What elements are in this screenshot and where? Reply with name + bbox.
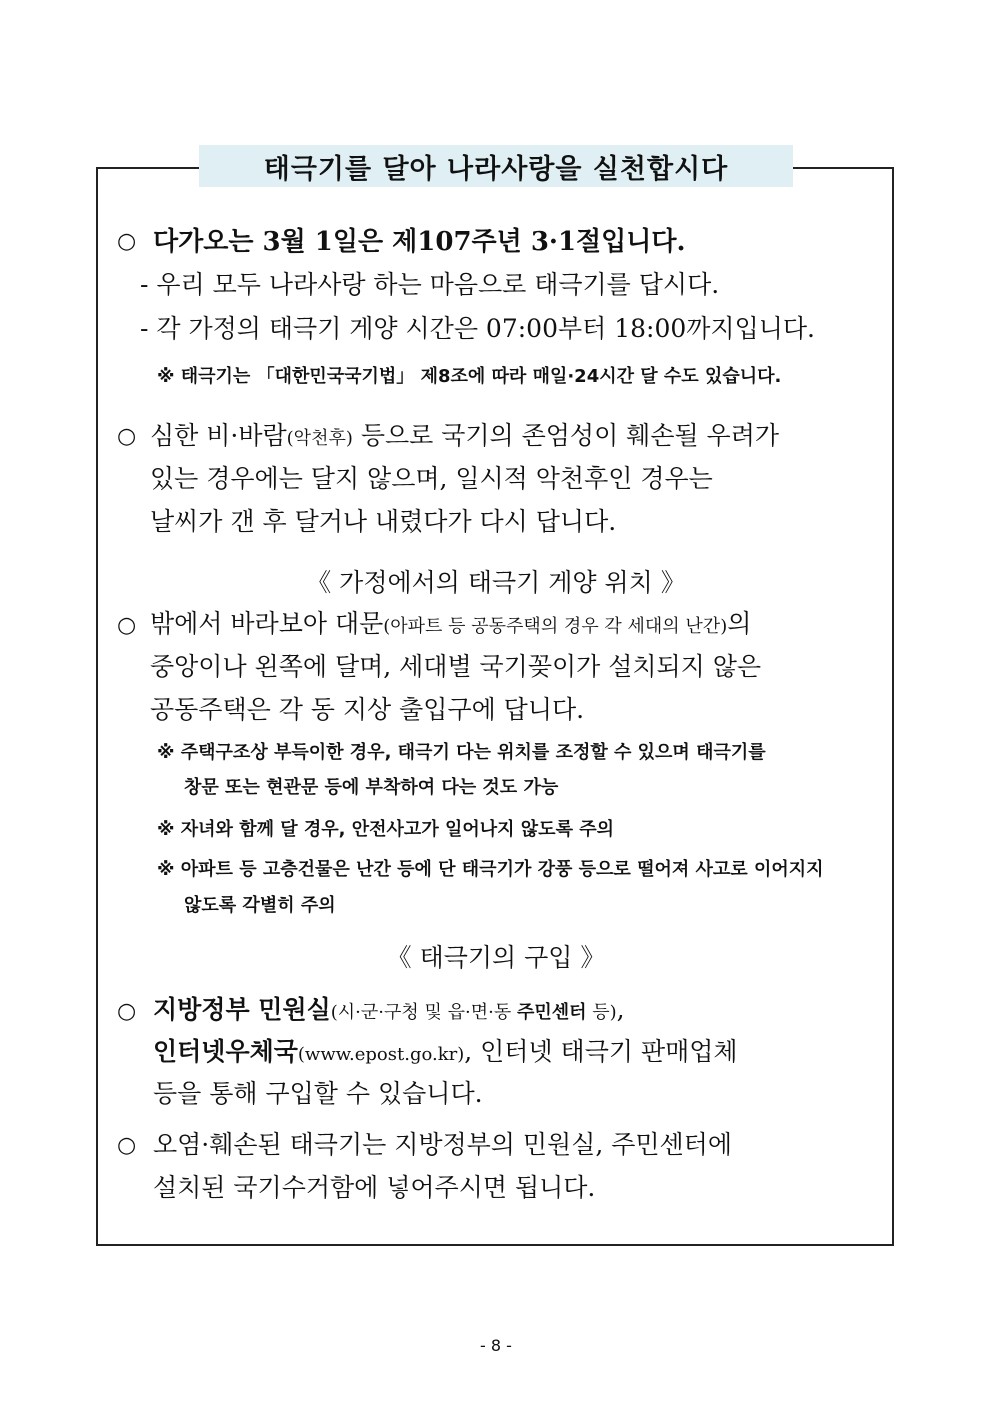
bullet-icon: ○ xyxy=(117,1133,137,1158)
bullet-icon: ○ xyxy=(117,613,137,638)
section3-note-1: ※ 주택구조상 부득이한 경우, 태극기 다는 위치를 조정할 수 있으며 태극기를 xyxy=(157,742,766,763)
section2-line-3: 날씨가 갠 후 달거나 내렸다가 다시 답니다. xyxy=(150,507,617,536)
section3-line-3: 공동주택은 각 동 지상 출입구에 답니다. xyxy=(150,695,585,724)
heading-location: 《 가정에서의 태극기 게양 위치 》 xyxy=(306,568,686,597)
section2-line-1-paren: (악천후) xyxy=(286,428,353,449)
page-number: - 8 - xyxy=(480,1336,512,1355)
section4-line-3: 등을 통해 구입할 수 있습니다. xyxy=(153,1079,483,1108)
section3-note-3: ※ 아파트 등 고층건물은 난간 등에 단 태극기가 강풍 등으로 떨어져 사고로 이어지지 xyxy=(157,859,824,880)
section4-bold-c: 인터넷우체국 xyxy=(153,1037,298,1066)
section1-note: ※ 태극기는 「대한민국국기법」 제8조에 따라 매일·24시간 달 수도 있습니다. xyxy=(157,366,782,387)
section1-item-1: - 우리 모두 나라사랑 하는 마음으로 태극기를 답시다. xyxy=(140,270,720,299)
page-title: 태극기를 달아 나라사랑을 실천합시다 xyxy=(199,145,793,187)
section3-line-1-b: 의 xyxy=(727,609,752,638)
bullet-icon: ○ xyxy=(117,229,137,254)
section2-line-1-b: 등으로 국기의 존엄성이 훼손될 우려가 xyxy=(352,421,780,450)
bullet-icon: ○ xyxy=(117,999,137,1024)
section4-bold-b: 주민센터 xyxy=(516,1002,587,1023)
section3-line-2: 중앙이나 왼쪽에 달며, 세대별 국기꽂이가 설치되지 않은 xyxy=(150,652,762,681)
section2-line-2: 있는 경우에는 달지 않으며, 일시적 악천후인 경우는 xyxy=(150,464,713,493)
bullet-icon: ○ xyxy=(117,424,137,449)
section3-line-1 xyxy=(150,611,751,636)
section4-tail-a: , xyxy=(616,995,625,1024)
section5-line-2: 설치된 국기수거함에 넣어주시면 됩니다. xyxy=(153,1173,596,1202)
section4-line-1 xyxy=(153,997,625,1022)
section2-line-1-a: 심한 비·바람 xyxy=(150,421,287,450)
section4-paren-c: (www.epost.go.kr) xyxy=(297,1044,465,1065)
section1-item-2: - 각 가정의 태극기 게양 시간은 07:00부터 18:00까지입니다. xyxy=(140,314,815,343)
section3-note-1-cont: 창문 또는 현관문 등에 부착하여 다는 것도 가능 xyxy=(184,777,559,798)
section4-paren-b: 등) xyxy=(586,1002,617,1023)
section3-line-1-paren: (아파트 등 공동주택의 경우 각 세대의 난간) xyxy=(383,616,728,637)
section3-note-3-cont: 않도록 각별히 주의 xyxy=(184,895,336,916)
section1-intro: 다가오는 3월 1일은 제107주년 3·1절입니다. xyxy=(153,227,686,257)
section3-note-2: ※ 자녀와 함께 달 경우, 안전사고가 일어나지 않도록 주의 xyxy=(157,819,615,840)
section3-line-1-a: 밖에서 바라보아 대문 xyxy=(150,609,384,638)
section4-bold-a: 지방정부 민원실 xyxy=(153,995,331,1024)
heading-purchase: 《 태극기의 구입 》 xyxy=(386,943,606,972)
section5-line-1: 오염·훼손된 태극기는 지방정부의 민원실, 주민센터에 xyxy=(153,1130,732,1159)
section4-line-2 xyxy=(153,1039,738,1064)
section4-tail-c: , 인터넷 태극기 판매업체 xyxy=(464,1037,738,1066)
section2-line-1 xyxy=(150,423,779,448)
section4-paren-a: (시·군·구청 및 읍·면·동 xyxy=(330,1002,517,1023)
